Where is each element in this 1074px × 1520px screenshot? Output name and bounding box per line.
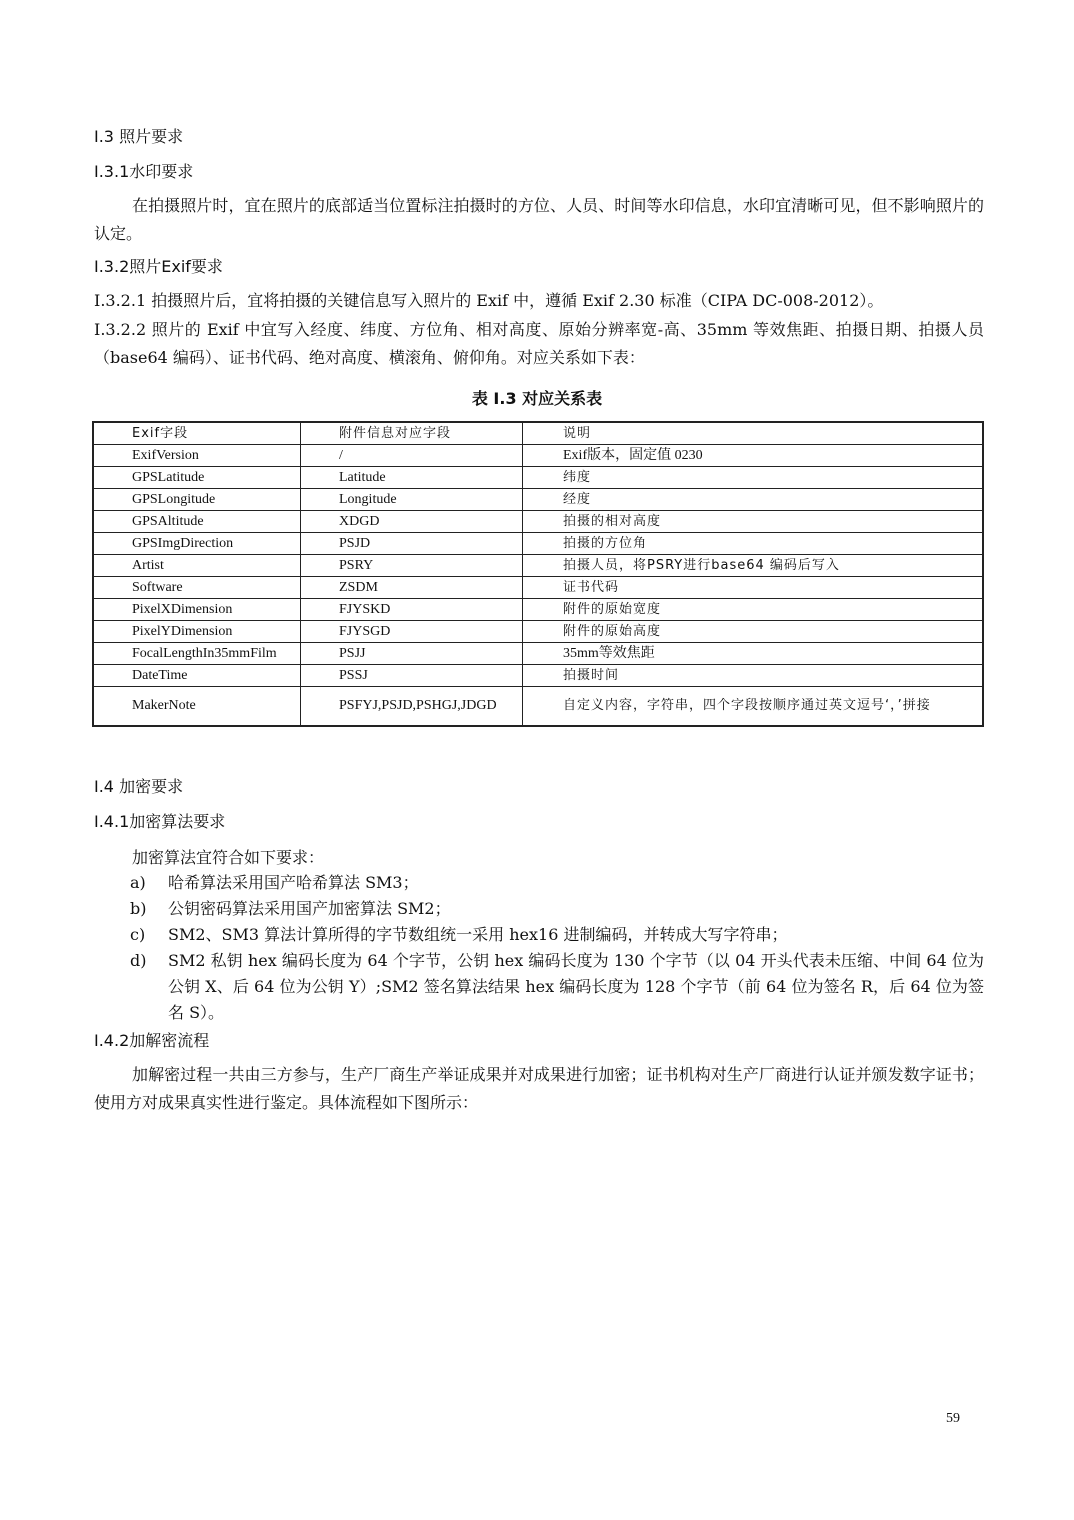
list-marker: b) — [130, 899, 147, 918]
description-cell: 拍摄的方位角 — [523, 533, 984, 555]
exif-field-cell: GPSLatitude — [93, 467, 301, 489]
attachment-field-cell: Latitude — [301, 467, 523, 489]
table-row — [93, 533, 983, 555]
section-heading-i32: I.3.2照片Exif要求 — [94, 257, 223, 276]
description-cell: 经度 — [523, 489, 984, 511]
exif-field-cell: PixelYDimension — [93, 621, 301, 643]
exif-field-cell: GPSLongitude — [93, 489, 301, 511]
list-item — [130, 948, 984, 1026]
description-cell: 纬度 — [523, 467, 984, 489]
list-item — [130, 870, 984, 896]
description-cell: Exif版本，固定值 0230 — [523, 445, 984, 467]
attachment-field-cell: PSJD — [301, 533, 523, 555]
table-row — [93, 445, 983, 467]
watermark-paragraph: 在拍摄照片时，宜在照片的底部适当位置标注拍摄时的方位、人员、时间等水印信息，水印宜清晰可见，但不影响照片的认定。 — [94, 196, 984, 243]
exif-field-cell: GPSAltitude — [93, 511, 301, 533]
table-row — [93, 687, 983, 727]
exif-field-cell: ExifVersion — [93, 445, 301, 467]
process-paragraph: 加解密过程一共由三方参与，生产厂商生产举证成果并对成果进行加密；证书机构对生产厂商进行认证并颁发数字证书；使用方对成果真实性进行鉴定。具体流程如下图所示： — [94, 1065, 984, 1112]
table-row — [93, 467, 983, 489]
list-item-text: SM2 私钥 hex 编码长度为 64 个字节，公钥 hex 编码长度为 130 个字节（以 04 开头代表未压缩、中间 64 位为公钥 X、后 64 位为公钥 Y）;SM2 签名算法结果 hex 编码长度为 128 个字节（前 64 位为签名 R，后 64 位为签名 S）。 — [168, 951, 984, 1022]
description-cell: 自定义内容，字符串，四个字段按顺序通过英文逗号‘，’拼接 — [523, 687, 984, 727]
exif-field-cell: PixelXDimension — [93, 599, 301, 621]
table-row — [93, 555, 983, 577]
section-heading-i42: I.4.2加解密流程 — [94, 1031, 210, 1050]
section-heading-i41: I.4.1加密算法要求 — [94, 812, 226, 831]
exif-paragraph-2: I.3.2.2 照片的 Exif 中宜写入经度、纬度、方位角、相对高度、原始分辨率宽-高、35mm 等效焦距、拍摄日期、拍摄人员（base64 编码）、证书代码、绝对高度、横滚角、俯仰角。对应关系如下表： — [94, 320, 984, 367]
exif-table-body — [93, 422, 983, 726]
description-cell: 附件的原始宽度 — [523, 599, 984, 621]
exif-field-cell: GPSImgDirection — [93, 533, 301, 555]
attachment-field-cell: XDGD — [301, 511, 523, 533]
list-item-text: SM2、SM3 算法计算所得的字节数组统一采用 hex16 进制编码，并转成大写字符串； — [168, 925, 788, 944]
list-marker: c) — [130, 925, 146, 944]
table-row — [93, 511, 983, 533]
table-row — [93, 643, 983, 665]
attachment-field-cell: ZSDM — [301, 577, 523, 599]
table-row — [93, 621, 983, 643]
description-cell: 证书代码 — [523, 577, 984, 599]
encryption-intro: 加密算法宜符合如下要求： — [132, 848, 325, 867]
attachment-field-cell: Longitude — [301, 489, 523, 511]
exif-field-cell: FocalLengthIn35mmFilm — [93, 643, 301, 665]
encryption-requirements-list — [130, 870, 984, 1026]
list-marker: a) — [130, 873, 146, 892]
page-number: 59 — [946, 1411, 960, 1426]
list-item-text: 公钥密码算法采用国产加密算法 SM2； — [168, 899, 451, 918]
exif-paragraph-1: I.3.2.1 拍摄照片后，宜将拍摄的关键信息写入照片的 Exif 中，遵循 Exif 2.30 标准（CIPA DC-008-2012）。 — [94, 291, 884, 310]
attachment-field-cell: FJYSGD — [301, 621, 523, 643]
table-row — [93, 665, 983, 687]
list-marker: d) — [130, 951, 147, 970]
exif-mapping-table — [92, 421, 984, 727]
table-row — [93, 577, 983, 599]
exif-field-cell: DateTime — [93, 665, 301, 687]
description-cell: 拍摄的相对高度 — [523, 511, 984, 533]
description-cell: 说明 — [523, 422, 984, 445]
table-header-row — [93, 422, 983, 445]
attachment-field-cell: / — [301, 445, 523, 467]
table-caption: 表 I.3 对应关系表 — [471, 389, 603, 408]
table-row — [93, 599, 983, 621]
attachment-field-cell: FJYSKD — [301, 599, 523, 621]
description-cell: 拍摄时间 — [523, 665, 984, 687]
attachment-field-cell: PSRY — [301, 555, 523, 577]
description-cell: 附件的原始高度 — [523, 621, 984, 643]
list-item-text: 哈希算法采用国产哈希算法 SM3； — [168, 873, 419, 892]
section-heading-i4: I.4 加密要求 — [94, 777, 184, 796]
section-heading-i31: I.3.1水印要求 — [94, 162, 194, 181]
list-item — [130, 922, 984, 948]
exif-field-cell: MakerNote — [93, 687, 301, 727]
table-row — [93, 489, 983, 511]
attachment-field-cell: PSJJ — [301, 643, 523, 665]
list-item — [130, 896, 984, 922]
attachment-field-cell: PSSJ — [301, 665, 523, 687]
exif-field-cell: Software — [93, 577, 301, 599]
attachment-field-cell: PSFYJ,PSJD,PSHGJ,JDGD — [301, 687, 523, 727]
attachment-field-cell: 附件信息对应字段 — [301, 422, 523, 445]
exif-field-cell: Artist — [93, 555, 301, 577]
description-cell: 35mm等效焦距 — [523, 643, 984, 665]
description-cell: 拍摄人员，将PSRY进行base64 编码后写入 — [523, 555, 984, 577]
exif-field-cell: Exif字段 — [93, 422, 301, 445]
section-heading-i3: I.3 照片要求 — [94, 127, 184, 146]
